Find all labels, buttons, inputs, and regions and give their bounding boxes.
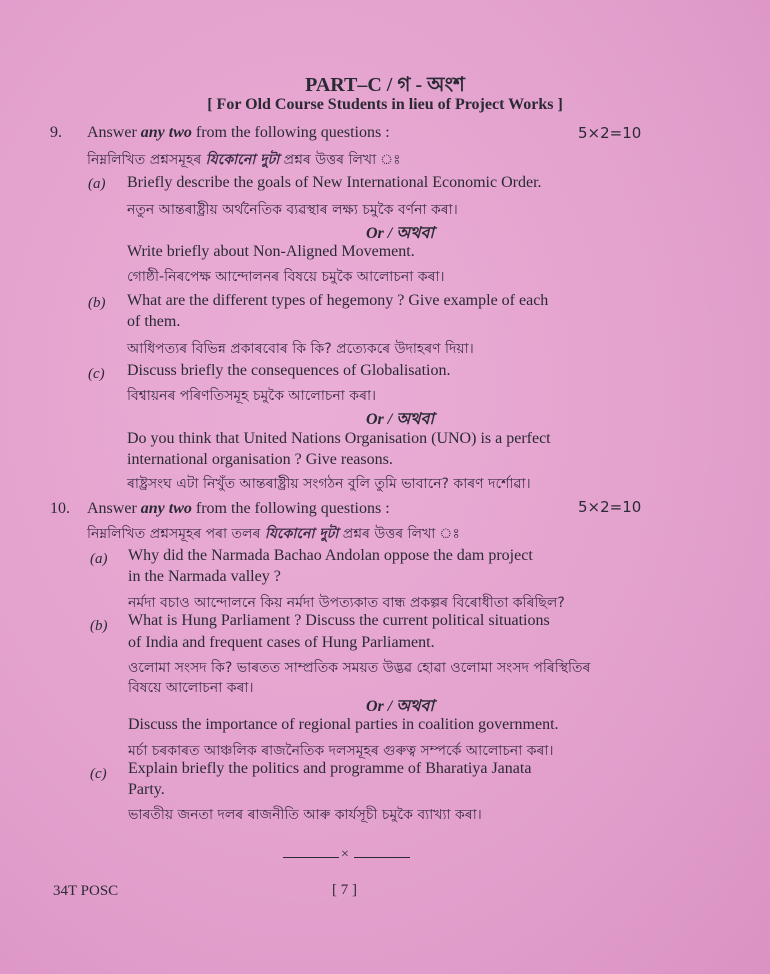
question-number: 10. [50,500,70,517]
subquestion-text-assamese: নতুন আন্তৰাষ্ট্ৰীয় অৰ্থনৈতিক ব্যৱস্থাৰ লক্ষ্য চমুকৈ বৰ্ণনা কৰা। [127,202,458,218]
instruction-text: from the following questions : [191,500,390,517]
instruction-emphasis: any two [140,500,192,517]
subquestion-text: of them. [127,313,181,330]
instruction-emphasis: যিকোনো দুটা [205,152,280,168]
alternative-question-text: international organisation ? Give reasons. [127,451,393,468]
alternative-question-text: Write briefly about Non-Aligned Movement. [127,243,415,260]
part-subheading: [ For Old Course Students in lieu of Project Works ] [207,96,563,113]
end-divider-left [283,857,339,858]
instruction-text: প্ৰশ্নৰ উত্তৰ লিখা ঃ [279,152,401,168]
subquestion-text: of India and frequent cases of Hung Parliament. [128,634,435,651]
instruction-emphasis: any two [140,124,192,141]
question-instruction [87,124,390,142]
subquestion-text: Explain briefly the politics and programme of Bharatiya Janata [128,760,532,777]
question-instruction-assamese [87,522,460,546]
subquestion-text: Party. [128,781,165,798]
alternative-question-text: Discuss the importance of regional parties in coalition government. [128,716,559,733]
subquestion-text-assamese: আধিপত্যৰ বিভিন্ন প্ৰকাৰবোৰ কি কি? প্ৰত্যেকৰে উদাহৰণ দিয়া। [127,341,474,357]
alternative-question-text-assamese: মৰ্চা চৰকাৰত আঞ্চলিক ৰাজনৈতিক দলসমূহৰ গুৰুত্ব সম্পৰ্কে আলোচনা কৰা। [128,743,554,759]
subquestion-text-assamese: নৰ্মদা বচাও আন্দোলনে কিয় নৰ্মদা উপত্যকাত বান্ধ প্ৰকল্পৰ বিৰোধীতা কৰিছিল? [128,595,565,611]
subquestion-label: (a) [88,176,106,192]
subquestion-text: in the Narmada valley ? [128,568,281,585]
or-separator: Or / অথবা [366,411,434,428]
question-instruction [87,500,390,518]
instruction-text: Answer [87,500,141,517]
page-number: [ 7 ] [332,882,357,898]
question-number: 9. [50,124,62,141]
subquestion-text-assamese: বিশ্বায়নৰ পৰিণতিসমূহ চমুকৈ আলোচনা কৰা। [127,388,377,404]
end-divider-mark: × [341,847,349,862]
alternative-question-text-assamese: ৰাষ্ট্ৰসংঘ এটা নিখুঁত আন্তৰাষ্ট্ৰীয় সংগঠন বুলি তুমি ভাবানে? কাৰণ দৰ্শোৱা। [127,476,531,492]
instruction-text: from the following questions : [191,124,390,141]
subquestion-label: (a) [90,551,108,567]
alternative-question-text-assamese: গোষ্ঠী-নিৰপেক্ষ আন্দোলনৰ বিষয়ে চমুকৈ আলোচনা কৰা। [127,269,445,285]
instruction-emphasis: যিকোনো দুটা [264,526,339,542]
instruction-text: প্ৰশ্নৰ উত্তৰ লিখা ঃ [338,526,460,542]
subquestion-text-assamese: বিষয়ে আলোচনা কৰা। [128,680,254,696]
or-separator: Or / অথবা [366,698,434,715]
subquestion-label: (b) [88,295,106,311]
or-separator: Or / অথবা [366,225,434,242]
instruction-text: নিম্নলিখিত প্ৰশ্নসমূহৰ পৰা তলৰ [87,526,265,542]
paper-code: 34T POSC [53,883,119,899]
question-instruction-assamese [87,148,401,172]
subquestion-text-assamese: ওলোমা সংসদ কি? ভাৰতত সাম্প্ৰতিক সময়ত উদ্ভৱ হোৱা ওলোমা সংসদ পৰিস্থিতিৰ [128,660,591,676]
subquestion-text: Why did the Narmada Bachao Andolan oppose the dam project [128,547,533,564]
subquestion-label: (b) [90,618,108,634]
subquestion-text: What is Hung Parliament ? Discuss the current political situations [128,612,550,629]
subquestion-text: Briefly describe the goals of New International Economic Order. [127,174,542,191]
alternative-question-text: Do you think that United Nations Organisation (UNO) is a perfect [127,430,551,447]
marks-label: 5×2=10 [578,124,642,142]
marks-label: 5×2=10 [578,498,642,516]
instruction-text: নিম্নলিখিত প্ৰশ্নসমূহৰ [87,152,206,168]
subquestion-label: (c) [88,366,105,382]
part-heading: PART–C / গ - অংশ [305,74,465,96]
subquestion-text: What are the different types of hegemony ? Give example of each [127,292,549,309]
subquestion-label: (c) [90,766,107,782]
subquestion-text: Discuss briefly the consequences of Globalisation. [127,362,451,379]
instruction-text: Answer [87,124,141,141]
subquestion-text-assamese: ভাৰতীয় জনতা দলৰ ৰাজনীতি আৰু কাৰ্যসূচী চমুকৈ ব্যাখ্যা কৰা। [128,807,482,823]
end-divider-right [354,857,410,858]
